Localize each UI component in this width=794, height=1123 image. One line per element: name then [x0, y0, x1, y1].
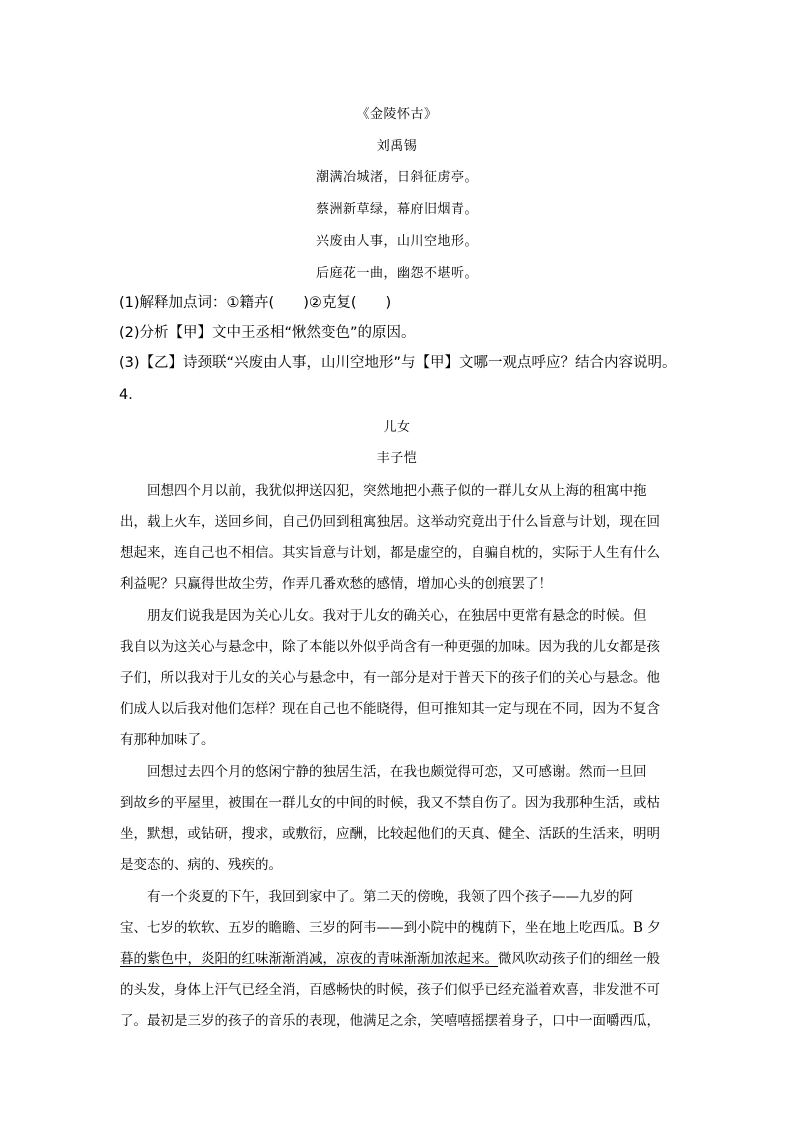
essay-line: 的头发，身体上汗气已经全消，百感畅快的时候，孩子们似乎已经充溢着欢喜，非发泄不可 — [120, 982, 660, 998]
essay-title: 儿女 — [383, 420, 411, 435]
essay-author: 丰子恺 — [376, 451, 418, 466]
essay-line: 朋友们说我是因为关心儿女。我对于儿女的确关心，在独居中更常有悬念的时候。但 — [147, 608, 647, 624]
poem-line: 蔡洲新草绿，幕府旧烟青。 — [315, 202, 478, 217]
essay-line: 有那种加味了。 — [120, 732, 215, 748]
item-number: 4． — [119, 387, 143, 403]
essay-line: 子们，所以我对于儿女的关心与悬念中，有一部分是对于普天下的孩子们的关心与悬念。他 — [120, 670, 660, 686]
poem-author: 刘禹锡 — [376, 139, 418, 154]
essay-line: 想起来，连自己也不相信。其实旨意与计划，都是虚空的，自骗自枕的，实际于人生有什么 — [120, 545, 660, 561]
essay-line: 坐，默想，或钻研，搜求，或敷衍，应酬，比较起他们的天真、健全、活跃的生活来，明明 — [120, 826, 660, 842]
essay-line-tail: 微风吹动孩子们的细丝一般 — [498, 951, 660, 967]
poem-line: 潮满冶城渚，日斜征虏亭。 — [315, 170, 478, 185]
essay-line: 我自以为这关心与悬念中，除了本能以外似乎尚含有一种更强的加味。因为我的儿女都是孩 — [120, 639, 660, 655]
poem-title: 《金陵怀古》 — [356, 107, 438, 122]
essay-line-underlined — [120, 947, 680, 967]
essay-line: 是变态的、病的、残疾的。 — [120, 857, 282, 873]
essay-line: 出，载上火车，送回乡间，自己仍回到租寓独居。这举动究竟出于什么旨意与计划，现在回 — [120, 514, 660, 530]
essay-line: 到故乡的平屋里，被围在一群儿女的中间的时候，我又不禁自伤了。因为我那种生活，或枯 — [120, 795, 660, 811]
poem-line: 兴废由人事，山川空地形。 — [315, 234, 478, 249]
question-3: (3)【乙】诗颈联“兴废由人事，山川空地形”与【甲】文哪一观点呼应？结合内容说明。 — [119, 355, 677, 371]
essay-line: 了。最初是三岁的孩子的音乐的表现，他满足之余，笑嘻嘻摇摆着身子，口中一面嚼西瓜， — [120, 1013, 660, 1029]
poem-line: 后庭花一曲，幽怨不堪听。 — [315, 266, 478, 281]
underlined-sentence: 暮的紫色中，炎阳的红味渐渐消减，凉夜的青味渐渐加浓起来。 — [120, 951, 498, 967]
question-1: (1)解释加点词：①籍卉( )②克复( ) — [119, 295, 392, 311]
essay-line: 利益呢？只赢得世故尘劳，作弄几番欢愁的感情，增加心头的创痕罢了！ — [120, 576, 552, 592]
essay-line: 们成人以后我对他们怎样？现在自己也不能晓得，但可推知其一定与现在不同，因为不复含 — [120, 701, 660, 717]
essay-line: 回想四个月以前，我犹似押送囚犯，突然地把小燕子似的一群儿女从上海的租寓中拖 — [147, 483, 647, 499]
essay-line: 回想过去四个月的悠闲宁静的独居生活，在我也颇觉得可恋，又可感谢。然而一旦回 — [147, 764, 647, 780]
question-2: (2)分析【甲】文中王丞相“愀然变色”的原因。 — [119, 325, 416, 341]
essay-line: 宝、七岁的软软、五岁的瞻瞻、三岁的阿韦——到小院中的槐荫下，坐在地上吃西瓜。B 夕 — [120, 920, 661, 936]
essay-line: 有一个炎夏的下午，我回到家中了。第二天的傍晚，我领了四个孩子——九岁的阿 — [147, 889, 633, 905]
